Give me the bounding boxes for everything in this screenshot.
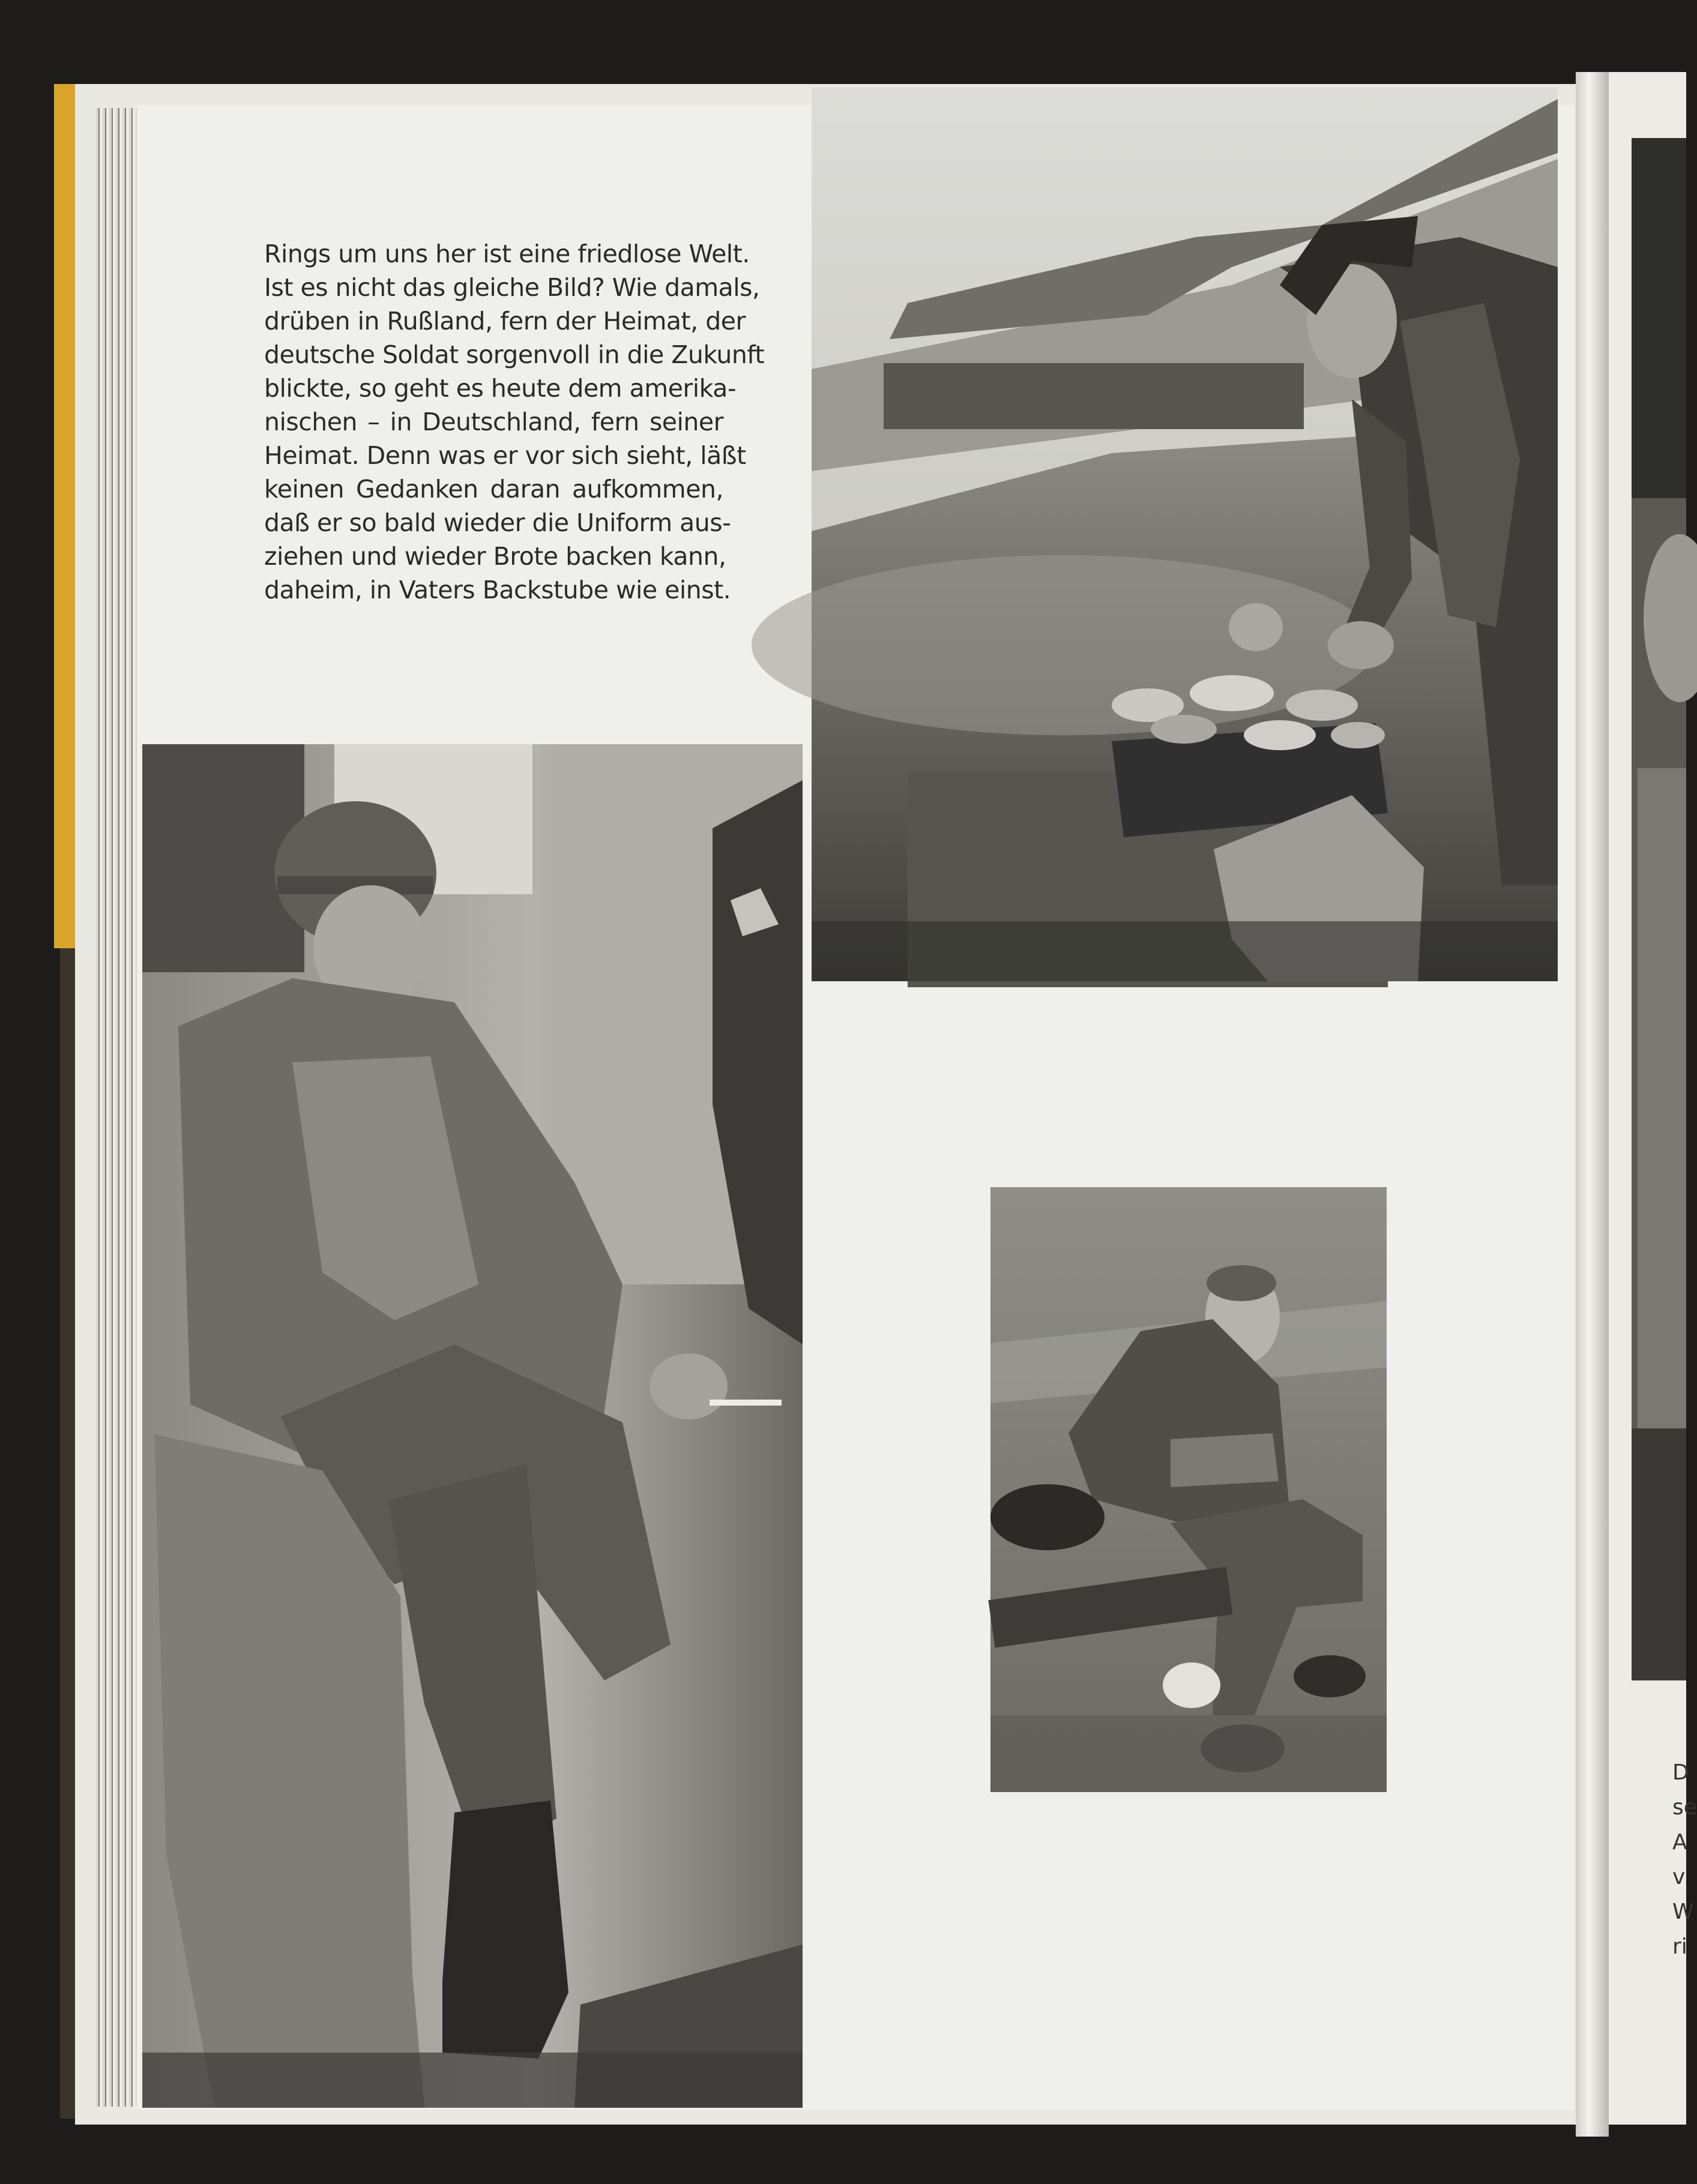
next-page-caption-fragment: v (1672, 1865, 1686, 1889)
paragraph-line: drüben in Rußland, fern der Heimat, der (264, 307, 746, 335)
paragraph-line: Ist es nicht das gleiche Bild? Wie damals, (264, 273, 760, 302)
next-page-caption (1672, 1755, 1697, 1964)
next-page-caption-fragment: W (1672, 1900, 1694, 1924)
next-page-caption-fragment: se (1672, 1795, 1697, 1820)
next-page-photo-drawing (1632, 138, 1686, 1680)
photo-american-soldier (142, 744, 803, 2108)
photo-soldier-cooking (812, 87, 1558, 981)
photo-american-soldier-drawing (142, 744, 803, 2108)
gutter (1576, 72, 1609, 2137)
paragraph-line: blickte, so geht es heute dem amerika- (264, 374, 737, 403)
photo-soldier-cooking-drawing (812, 87, 1558, 981)
paragraph-line: daß er so bald wieder die Uniform aus- (264, 508, 731, 537)
photo-german-soldier-sitting (990, 1187, 1387, 1792)
paragraph-line: ziehen und wieder Brote backen kann, (264, 542, 726, 571)
next-page-caption-fragment: ri (1672, 1934, 1687, 1959)
paragraph-line: deutsche Soldat sorgenvoll in die Zukunft (264, 340, 765, 369)
next-page-caption-fragment: A (1672, 1830, 1687, 1855)
book-binding-edge (54, 84, 75, 948)
photo-german-soldier-sitting-drawing (990, 1187, 1387, 1792)
page-edges (96, 108, 138, 2107)
paragraph-line: daheim, in Vaters Backstube wie einst. (264, 576, 731, 604)
paragraph-line: keinen Gedanken daran aufkommen, (264, 475, 723, 504)
next-page-caption-fragment: D (1672, 1760, 1689, 1785)
next-page-photo (1632, 138, 1686, 1680)
paragraph-line: Heimat. Denn was er vor sich sieht, läßt (264, 441, 746, 470)
paragraph-line: nischen – in Deutschland, fern seiner (264, 408, 723, 436)
paragraph-line: Rings um uns her ist eine friedlose Welt. (264, 239, 750, 268)
body-paragraph (264, 237, 765, 607)
